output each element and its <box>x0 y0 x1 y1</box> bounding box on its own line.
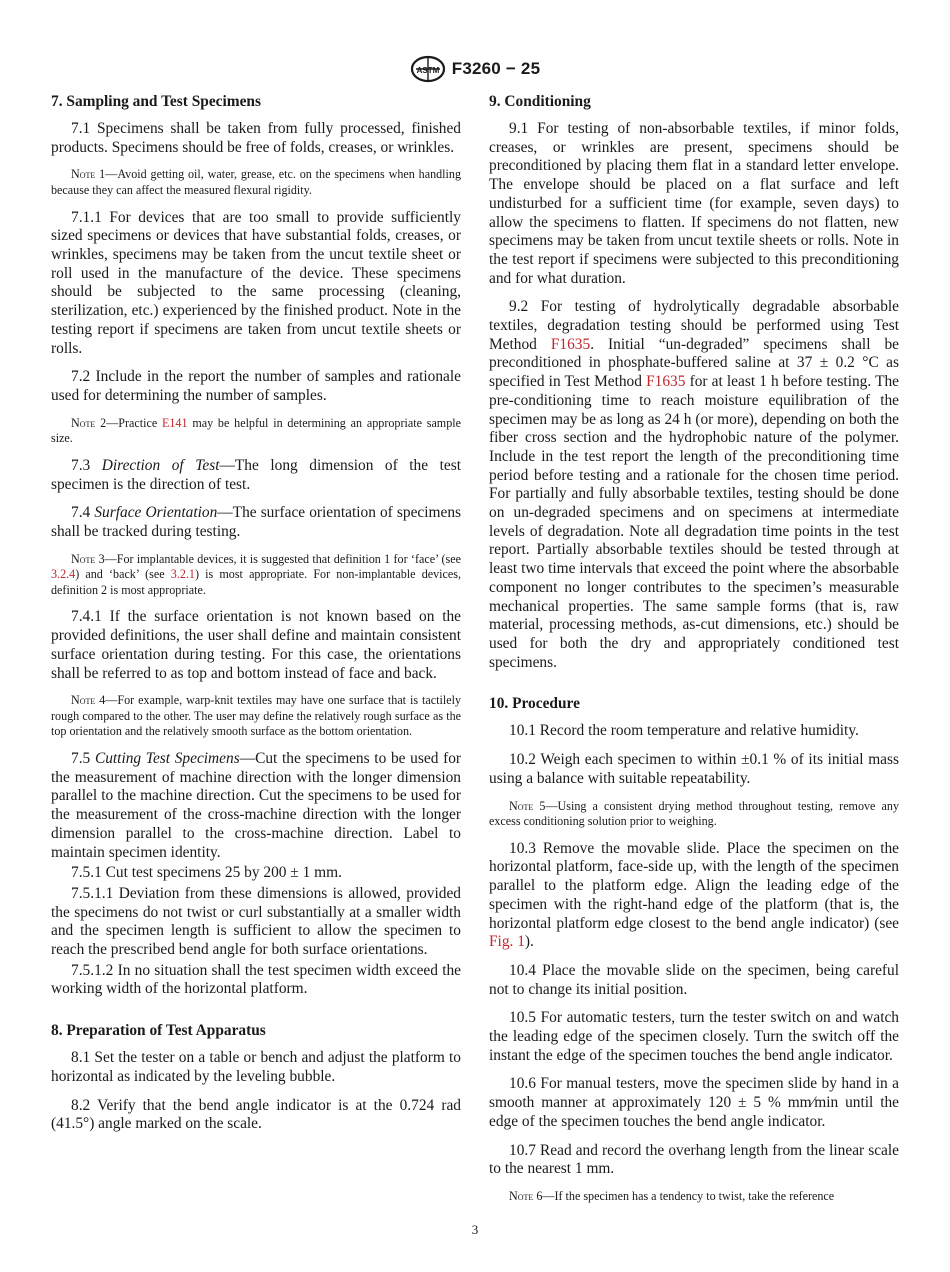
paragraph-10-3 <box>489 840 899 952</box>
paragraph-text: 10.3 Remove the movable slide. Place the specimen on the horizontal platform, face-side up, with the length of the specimen parallel to the platform edge. Align the leading edge of the specimen with the right-hand edge of the platform (that is, the horizontal platform edge closest to the bend angle indicator) (see <box>489 839 899 932</box>
note-5 <box>489 799 899 830</box>
note-text: 5—Using a consistent drying method throughout testing, remove any excess conditioning solution prior to weighing. <box>489 798 899 829</box>
paragraph-text: . Initial “un-degraded” specimens shall be preconditioned in phosphate-buffered saline at 37 ± 0.2 °C as specified in Test Method <box>489 335 899 391</box>
paragraph-8-2: 8.2 Verify that the bend angle indicator is at the 0.724 rad (41.5°) angle marked on the scale. <box>51 1096 461 1133</box>
section-9-title: 9. Conditioning <box>489 93 591 110</box>
note-text: 6—If the specimen has a tendency to twist, take the reference <box>533 1188 835 1203</box>
paragraph-number: 7.3 <box>71 456 102 474</box>
note-text: 4—For example, warp-knit textiles may have one surface that is tactilely rough compared to the other. The user may define the relatively rough surface as the top orientation and the relatively smooth surface as the bottom orientation. <box>51 693 461 739</box>
paragraph-text: —The long dimension of the test specimen is the direction of test. <box>51 456 461 493</box>
right-column <box>489 92 899 1215</box>
paragraph-text: for at least 1 h before testing. The pre-conditioning time to reach moisture equilibration of the specimen may be as long as 24 h (or more), depending on both the fiber cross section and the hydrophobic nature of the polymer. Include in the test report the length of the preconditioning time period before testing and a rationale for the chosen time period. For partially and fully absorbable textiles, testing should be done on un-degraded specimens and on specimens at intermediate levels of degradation. Note all degradation time points in the test report. Partially absorbable textiles should be tested through at least two time intervals that exceed the point where the absorbable component no longer contributes to the specimen’s measurable mechanical properties. The same sample forms (that is, raw material, processing methods, as-cut dimensions, etc.) should be used for both the dry and appropriately conditioned test specimens. <box>489 373 899 671</box>
note-label: Note <box>509 798 534 813</box>
paragraph-7-5 <box>51 750 461 862</box>
note-text: ) is most appropriate. For non-implantable devices, definition 2 is most appropriate. <box>51 567 461 597</box>
astm-logo-icon <box>410 55 446 83</box>
paragraph-7-4-1: 7.4.1 If the surface orientation is not known based on the provided definitions, the user shall define and maintain consistent surface orientation during testing. For this case, the orientations shall be referred to as top and bottom instead of face and back. <box>51 608 461 682</box>
note-label: Note <box>71 693 96 708</box>
paragraph-10-2: 10.2 Weigh each specimen to within ±0.1 % of its initial mass using a balance with suitable repeatability. <box>489 751 899 787</box>
note-text: 2—Practice <box>95 415 162 430</box>
paragraph-text: —Cut the specimens to be used for the measurement of machine direction with the longer dimension parallel to the machine direction. Cut the specimens to be used for the measurement of the cross-machine direction with the longer dimension parallel to the cross-machine direction. Label to maintain specimen identity. <box>51 750 462 861</box>
note-1 <box>51 167 461 198</box>
note-text: 3—For implantable devices, it is suggested that definition 1 for ‘face’ (see <box>95 551 461 566</box>
paragraph-7-3 <box>51 457 461 494</box>
paragraph-9-1: 9.1 For testing of non-absorbable textiles, if minor folds, creases, or wrinkles are present, specimens should be preconditioned by placing them flat in a standard letter envelope. The envelope should be placed on a flat surface and left undisturbed for a sufficient time (for example, seven days) to allow the specimens to flatten. If specimens do not flatten, new specimens may be taken from uncut textile sheets or rolls. Note in the test report if specimens were subjected to this preconditioning and for what duration. <box>489 120 899 287</box>
paragraph-title: Direction of Test <box>101 456 220 474</box>
paragraph-text: —The surface orientation of specimens shall be tracked during testing. <box>51 504 462 540</box>
paragraph-10-1: 10.1 Record the room temperature and relative humidity. <box>509 722 859 740</box>
left-column <box>51 92 461 1144</box>
paragraph-10-5: 10.5 For automatic testers, turn the tester switch on and watch the leading edge of the specimen closely. Turn the switch off the instant the edge of the specimen touches the bend angle indicator. <box>489 1009 899 1064</box>
standard-designation: F3260 − 25 <box>451 59 541 78</box>
reference-link-f1635[interactable]: F1635 <box>646 373 686 391</box>
note-label: Note <box>71 551 96 566</box>
paragraph-10-7: 10.7 Read and record the overhang length from the linear scale to the nearest 1 mm. <box>489 1141 899 1178</box>
paragraph-7-1-1: 7.1.1 For devices that are too small to provide sufficiently sized specimens or devices that have substantial folds, creases, or wrinkles, specimens may be taken from the uncut textile sheet or roll used in the manufacture of the device. These specimens should be subjected to the same processing (cleaning, sterilization, etc.) experienced by the finished product. Note in the testing report if specimens are taken from uncut textile sheets or rolls. <box>51 208 461 357</box>
note-4 <box>51 693 461 740</box>
reference-link-3-2-4[interactable]: 3.2.4 <box>51 567 76 582</box>
astm-logo-text: ASTM <box>416 66 440 75</box>
paragraph-7-2: 7.2 Include in the report the number of samples and rationale used for determining the number of samples. <box>51 368 461 404</box>
paragraph-10-6: 10.6 For manual testers, move the specimen slide by hand in a smooth manner at approximately 120 ± 5 % mm⁄min until the edge of the specimen touches the bend angle indicator. <box>489 1075 899 1130</box>
note-6 <box>489 1189 899 1205</box>
paragraph-7-5-1-2: 7.5.1.2 In no situation shall the test specimen width exceed the working width of the horizontal platform. <box>51 961 461 998</box>
paragraph-text: 9.2 For testing of hydrolytically degradable absorbable textiles, degradation testing should be performed using Test Method <box>489 298 899 353</box>
paragraph-9-2 <box>489 298 899 672</box>
reference-link-e141[interactable]: E141 <box>161 415 188 430</box>
page-header <box>0 54 950 84</box>
section-8-title: 8. Preparation of Test Apparatus <box>51 1022 266 1040</box>
note-label: Note <box>71 167 96 182</box>
paragraph-title: Cutting Test Specimens <box>94 750 240 767</box>
paragraph-text: ). <box>524 933 534 951</box>
note-2 <box>51 416 461 447</box>
page-number: 3 <box>471 1222 479 1237</box>
paragraph-7-5-1-1: 7.5.1.1 Deviation from these dimensions is allowed, provided the specimens do not twist or curl substantially at a smaller width and the specimen length is sufficient to allow the specimen to reach the prescribed bend angle for both surface orientations. <box>51 884 461 959</box>
paragraph-7-5-1: 7.5.1 Cut test specimens 25 by 200 ± 1 mm. <box>71 864 342 882</box>
paragraph-number: 7.4 <box>71 504 95 522</box>
paragraph-8-1: 8.1 Set the tester on a table or bench and adjust the platform to horizontal as indicated by the leveling bubble. <box>51 1049 461 1085</box>
note-label: Note <box>71 415 96 430</box>
note-text: may be helpful in determining an appropriate sample size. <box>51 415 461 446</box>
reference-link-fig-1[interactable]: Fig. 1 <box>489 933 525 951</box>
note-text: 1—Avoid getting oil, water, grease, etc. on the specimens when handling because they can affect the measured flexural rigidity. <box>51 167 461 197</box>
paragraph-7-1: 7.1 Specimens shall be taken from fully processed, finished products. Specimens should be free of folds, creases, or wrinkles. <box>51 120 461 156</box>
reference-link-f1635[interactable]: F1635 <box>550 335 591 353</box>
section-10-title: 10. Procedure <box>489 695 580 713</box>
paragraph-number: 7.5 <box>71 750 95 767</box>
note-text: ) and ‘back’ (see <box>75 567 171 582</box>
note-label: Note <box>509 1188 534 1203</box>
note-3 <box>51 552 461 599</box>
paragraph-10-4: 10.4 Place the movable slide on the specimen, being careful not to change its initial position. <box>489 961 899 998</box>
reference-link-3-2-1[interactable]: 3.2.1 <box>170 567 195 582</box>
paragraph-title: Surface Orientation <box>94 504 218 522</box>
section-7-title: 7. Sampling and Test Specimens <box>51 93 261 110</box>
paragraph-7-4 <box>51 504 461 541</box>
